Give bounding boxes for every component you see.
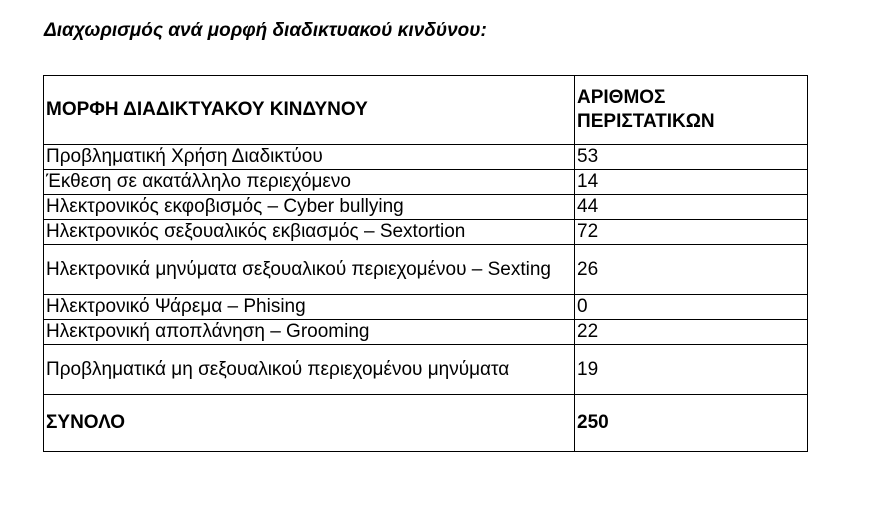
risk-type-cell: Ηλεκτρονικός εκφοβισμός – Cyber bullying	[44, 195, 575, 220]
incident-count-cell: 14	[575, 170, 808, 195]
incident-count-cell: 0	[575, 295, 808, 320]
risk-type-cell: Ηλεκτρονικά μηνύματα σεξουαλικού περιεχομένου – Sexting	[44, 245, 575, 295]
total-count-cell: 250	[575, 395, 808, 452]
total-label-cell: ΣΥΝΟΛΟ	[44, 395, 575, 452]
table-row	[44, 245, 808, 295]
table-row	[44, 170, 808, 195]
header-incident-count: ΑΡΙΘΜΟΣ ΠΕΡΙΣΤΑΤΙΚΩΝ	[575, 76, 808, 145]
risk-type-cell: Έκθεση σε ακατάλληλο περιεχόμενο	[44, 170, 575, 195]
incident-count-cell: 72	[575, 220, 808, 245]
risk-type-cell: Ηλεκτρονικό Ψάρεμα – Phising	[44, 295, 575, 320]
table-row	[44, 345, 808, 395]
table-row	[44, 195, 808, 220]
table-row	[44, 145, 808, 170]
risk-type-cell: Προβληματικά μη σεξουαλικού περιεχομένου μηνύματα	[44, 345, 575, 395]
risk-type-cell: Προβληματική Χρήση Διαδικτύου	[44, 145, 575, 170]
incident-count-cell: 44	[575, 195, 808, 220]
page-heading: Διαχωρισμός ανά μορφή διαδικτυακού κινδύνου:	[44, 20, 487, 41]
incident-count-cell: 53	[575, 145, 808, 170]
table-total-row	[44, 395, 808, 452]
risk-type-cell: Ηλεκτρονικός σεξουαλικός εκβιασμός – Sextortion	[44, 220, 575, 245]
incident-count-cell: 26	[575, 245, 808, 295]
header-risk-type: ΜΟΡΦΗ ΔΙΑΔΙΚΤΥΑΚΟΥ ΚΙΝΔΥΝΟΥ	[44, 76, 575, 145]
risk-type-cell: Ηλεκτρονική αποπλάνηση – Grooming	[44, 320, 575, 345]
incident-count-cell: 19	[575, 345, 808, 395]
risk-types-table	[43, 75, 808, 452]
table-header-row	[44, 76, 808, 145]
table-row	[44, 220, 808, 245]
incident-count-cell: 22	[575, 320, 808, 345]
table-row	[44, 295, 808, 320]
table-row	[44, 320, 808, 345]
